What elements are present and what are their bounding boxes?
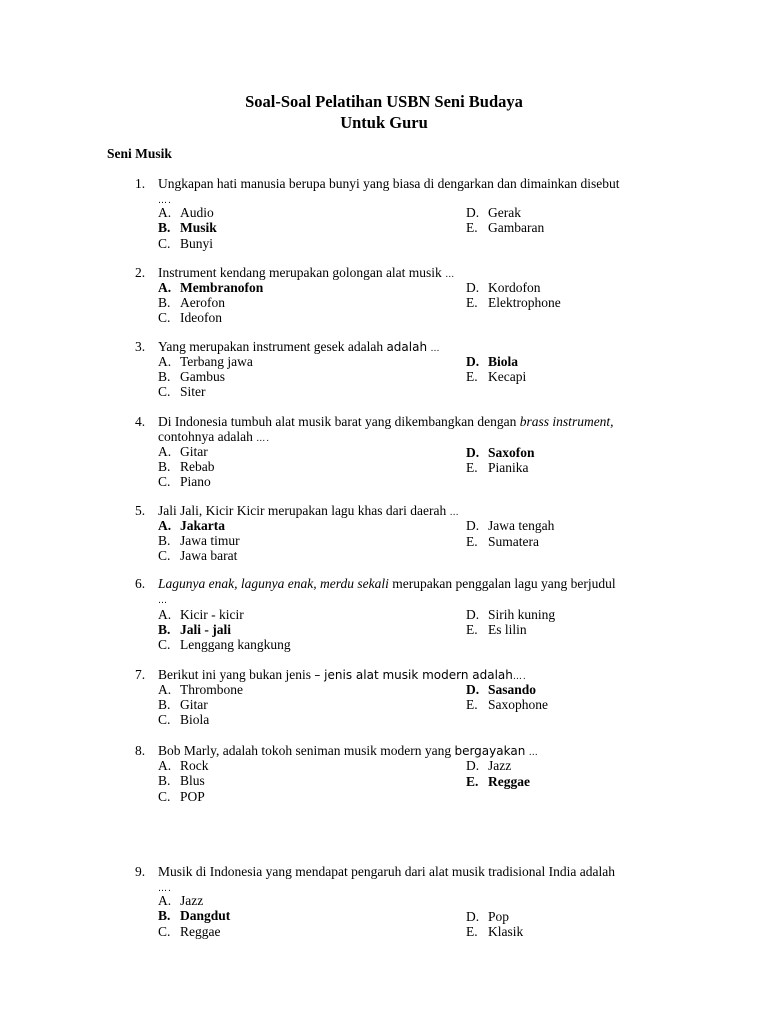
option-b: B. Blus xyxy=(158,773,205,788)
option-a: A. Thrombone xyxy=(158,682,243,697)
question-text: Di Indonesia tumbuh alat musik barat yang dikembangkan dengan brass instrument, contohnya adalah …. xyxy=(158,414,614,444)
question-text: Jali Jali, Kicir Kicir merupakan lagu khas dari daerah … xyxy=(158,503,460,518)
option-c: C. Piano xyxy=(158,474,211,489)
option-d: D. Gerak xyxy=(466,205,521,220)
document-title: Soal-Soal Pelatihan USBN Seni Budaya xyxy=(245,92,523,111)
option-e: E. Es lilin xyxy=(466,622,527,637)
question-number: 1. xyxy=(135,176,146,191)
option-a: A. Jazz xyxy=(158,893,204,908)
option-c: C. Jawa barat xyxy=(158,548,238,563)
option-b: B. Rebab xyxy=(158,459,215,474)
option-e: E. Sumatera xyxy=(466,534,539,549)
question-number: 8. xyxy=(135,743,146,758)
option-e: E. Pianika xyxy=(466,460,529,475)
option-e: E. Saxophone xyxy=(466,697,548,712)
option-c: C. Reggae xyxy=(158,924,221,939)
question-text: Instrument kendang merupakan golongan alat musik … xyxy=(158,265,456,280)
question-number: 5. xyxy=(135,503,146,518)
question-number: 2. xyxy=(135,265,146,280)
option-e: E. Gambaran xyxy=(466,220,545,235)
option-d: D. Saxofon xyxy=(466,445,535,460)
section-heading: Seni Musik xyxy=(107,146,172,161)
option-a: A. Membranofon xyxy=(158,280,264,295)
option-a: A. Terbang jawa xyxy=(158,354,253,369)
option-c: C. Ideofon xyxy=(158,310,222,325)
option-c: C. Biola xyxy=(158,712,210,727)
option-a: A. Rock xyxy=(158,758,209,773)
question-text: Yang merupakan instrument gesek adalah adalah … xyxy=(158,339,441,354)
option-d: D. Biola xyxy=(466,354,519,369)
option-b: B. Gambus xyxy=(158,369,225,384)
question-number: 7. xyxy=(135,667,146,682)
option-a: A. Kicir - kicir xyxy=(158,607,244,622)
option-b: B. Jali - jali xyxy=(158,622,231,637)
option-e: E. Elektrophone xyxy=(466,295,561,310)
option-b: B. Aerofon xyxy=(158,295,225,310)
question-text: Lagunya enak, lagunya enak, merdu sekali merupakan penggalan lagu yang berjudul … xyxy=(158,576,616,606)
option-a: A. Audio xyxy=(158,205,214,220)
option-d: D. Pop xyxy=(466,909,510,924)
option-a: A. Jakarta xyxy=(158,518,225,533)
option-c: C. Lenggang kangkung xyxy=(158,637,291,652)
option-c: C. Siter xyxy=(158,384,206,399)
question-text: Berikut ini yang bukan jenis – jenis alat musik modern adalah…. xyxy=(158,667,527,682)
option-b: B. Musik xyxy=(158,220,217,235)
question-text: Bob Marly, adalah tokoh seniman musik modern yang bergayakan … xyxy=(158,743,539,758)
question-text: Ungkapan hati manusia berupa bunyi yang biasa di dengarkan dan dimainkan disebut …. xyxy=(158,176,620,206)
question-number: 3. xyxy=(135,339,146,354)
question-number: 9. xyxy=(135,864,146,879)
option-e: E. Kecapi xyxy=(466,369,527,384)
question-text: Musik di Indonesia yang mendapat pengaruh dari alat musik tradisional India adalah …. xyxy=(158,864,615,894)
option-d: D. Jawa tengah xyxy=(466,518,555,533)
document-subtitle: Untuk Guru xyxy=(340,113,428,132)
option-c: C. POP xyxy=(158,789,205,804)
question-dots: …. xyxy=(158,196,172,206)
option-b: B. Dangdut xyxy=(158,908,231,923)
option-e: E. Klasik xyxy=(466,924,524,939)
option-b: B. Gitar xyxy=(158,697,208,712)
question-number: 6. xyxy=(135,576,146,591)
option-b: B. Jawa timur xyxy=(158,533,240,548)
option-d: D. Kordofon xyxy=(466,280,541,295)
option-c: C. Bunyi xyxy=(158,236,214,251)
option-d: D. Jazz xyxy=(466,758,512,773)
question-number: 4. xyxy=(135,414,146,429)
option-d: D. Sasando xyxy=(466,682,537,697)
option-e: E. Reggae xyxy=(466,774,530,789)
option-a: A. Gitar xyxy=(158,444,208,459)
option-d: D. Sirih kuning xyxy=(466,607,556,622)
